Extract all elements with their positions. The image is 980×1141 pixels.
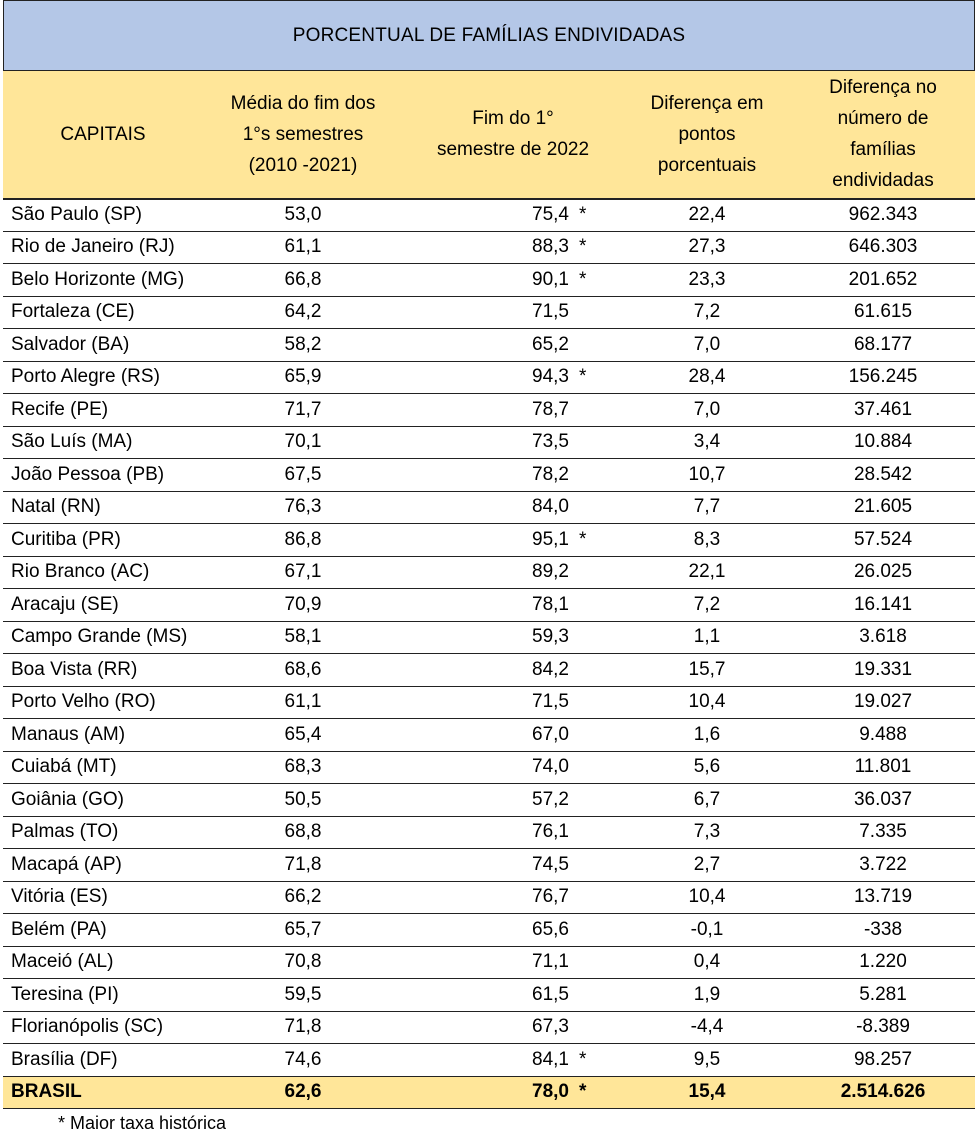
record-marker xyxy=(573,881,623,914)
dif-pp-cell: 10,7 xyxy=(623,459,791,492)
dif-pp-cell: 7,2 xyxy=(623,296,791,329)
table-row xyxy=(3,556,975,589)
dif-num-cell: 19.331 xyxy=(791,654,975,687)
fim-cell: 78,1 xyxy=(403,589,573,622)
table-row xyxy=(3,394,975,427)
fim-cell: 71,5 xyxy=(403,686,573,719)
fim-cell: 76,1 xyxy=(403,816,573,849)
media-cell: 66,2 xyxy=(203,881,403,914)
capital-cell: Natal (RN) xyxy=(3,491,203,524)
media-cell: 68,3 xyxy=(203,751,403,784)
table-row xyxy=(3,426,975,459)
dif-num-cell: 201.652 xyxy=(791,264,975,297)
dif-num-cell: 13.719 xyxy=(791,881,975,914)
fim-cell: 76,7 xyxy=(403,881,573,914)
dif-num-cell: 16.141 xyxy=(791,589,975,622)
capital-cell: Cuiabá (MT) xyxy=(3,751,203,784)
footnote: * Maior taxa histórica xyxy=(58,1113,227,1133)
table-row xyxy=(3,329,975,362)
media-cell: 65,9 xyxy=(203,361,403,394)
dif-num-cell: 2.514.626 xyxy=(791,1076,975,1109)
media-cell: 61,1 xyxy=(203,231,403,264)
header-dif-pp-line: porcentuais xyxy=(657,154,757,176)
table-row xyxy=(3,881,975,914)
fim-cell: 73,5 xyxy=(403,426,573,459)
media-cell: 58,1 xyxy=(203,621,403,654)
dif-num-cell: 11.801 xyxy=(791,751,975,784)
debt-table xyxy=(3,70,975,1109)
header-dif-num-line: endividadas xyxy=(832,170,934,192)
header-fim-line: Fim do 1° xyxy=(472,108,554,130)
media-cell: 67,1 xyxy=(203,556,403,589)
fim-cell: 84,2 xyxy=(403,654,573,687)
record-marker xyxy=(573,491,623,524)
dif-pp-cell: 1,9 xyxy=(623,979,791,1012)
dif-pp-cell: 15,4 xyxy=(623,1076,791,1109)
debt-table-container xyxy=(3,0,975,1134)
table-row xyxy=(3,946,975,979)
record-marker xyxy=(573,1011,623,1044)
table-row xyxy=(3,296,975,329)
table-row xyxy=(3,686,975,719)
table-row xyxy=(3,264,975,297)
header-dif-num-line: número de xyxy=(837,108,929,130)
record-marker xyxy=(573,589,623,622)
dif-pp-cell: 8,3 xyxy=(623,524,791,557)
capital-cell: Macapá (AP) xyxy=(3,849,203,882)
dif-pp-cell: 15,7 xyxy=(623,654,791,687)
record-marker xyxy=(573,979,623,1012)
dif-num-cell: 5.281 xyxy=(791,979,975,1012)
table-row xyxy=(3,654,975,687)
capital-cell: Vitória (ES) xyxy=(3,881,203,914)
table-row xyxy=(3,719,975,752)
record-marker xyxy=(573,394,623,427)
capital-cell: Belo Horizonte (MG) xyxy=(3,264,203,297)
capital-cell: Aracaju (SE) xyxy=(3,589,203,622)
dif-num-cell: 10.884 xyxy=(791,426,975,459)
capital-cell: Recife (PE) xyxy=(3,394,203,427)
media-cell: 67,5 xyxy=(203,459,403,492)
dif-pp-cell: 0,4 xyxy=(623,946,791,979)
table-row xyxy=(3,751,975,784)
media-cell: 68,6 xyxy=(203,654,403,687)
dif-pp-cell: 10,4 xyxy=(623,686,791,719)
dif-num-cell: 1.220 xyxy=(791,946,975,979)
dif-num-cell: 962.343 xyxy=(791,199,975,232)
dif-pp-cell: 10,4 xyxy=(623,881,791,914)
dif-pp-cell: 7,0 xyxy=(623,394,791,427)
media-cell: 70,1 xyxy=(203,426,403,459)
record-marker xyxy=(573,751,623,784)
record-marker xyxy=(573,654,623,687)
media-cell: 76,3 xyxy=(203,491,403,524)
media-cell: 68,8 xyxy=(203,816,403,849)
dif-num-cell: 36.037 xyxy=(791,784,975,817)
record-marker: * xyxy=(573,264,623,297)
header-diferenca-pp xyxy=(623,71,791,199)
record-marker xyxy=(573,816,623,849)
header-fim-line: semestre de 2022 xyxy=(436,139,590,161)
media-cell: 53,0 xyxy=(203,199,403,232)
dif-num-cell: 61.615 xyxy=(791,296,975,329)
total-row xyxy=(3,1076,975,1109)
dif-num-cell: 28.542 xyxy=(791,459,975,492)
record-marker xyxy=(573,556,623,589)
record-marker xyxy=(573,784,623,817)
fim-cell: 65,6 xyxy=(403,914,573,947)
table-row xyxy=(3,524,975,557)
record-marker xyxy=(573,426,623,459)
dif-num-cell: -8.389 xyxy=(791,1011,975,1044)
dif-num-cell: 26.025 xyxy=(791,556,975,589)
table-row xyxy=(3,199,975,232)
table-row xyxy=(3,361,975,394)
fim-cell: 67,3 xyxy=(403,1011,573,1044)
media-cell: 71,8 xyxy=(203,1011,403,1044)
fim-cell: 61,5 xyxy=(403,979,573,1012)
fim-cell: 84,0 xyxy=(403,491,573,524)
dif-pp-cell: 22,4 xyxy=(623,199,791,232)
header-dif-num-line: Diferença no xyxy=(829,77,937,99)
fim-cell: 78,2 xyxy=(403,459,573,492)
capital-cell: Brasília (DF) xyxy=(3,1044,203,1077)
dif-pp-cell: 27,3 xyxy=(623,231,791,264)
dif-pp-cell: 28,4 xyxy=(623,361,791,394)
fim-cell: 65,2 xyxy=(403,329,573,362)
media-cell: 86,8 xyxy=(203,524,403,557)
dif-num-cell: 7.335 xyxy=(791,816,975,849)
dif-num-cell: 21.605 xyxy=(791,491,975,524)
media-cell: 71,8 xyxy=(203,849,403,882)
fim-cell: 71,5 xyxy=(403,296,573,329)
dif-pp-cell: -0,1 xyxy=(623,914,791,947)
capital-cell: Fortaleza (CE) xyxy=(3,296,203,329)
dif-pp-cell: 6,7 xyxy=(623,784,791,817)
dif-pp-cell: 1,6 xyxy=(623,719,791,752)
capital-cell: São Paulo (SP) xyxy=(3,199,203,232)
capital-cell: Porto Velho (RO) xyxy=(3,686,203,719)
media-cell: 74,6 xyxy=(203,1044,403,1077)
record-marker: * xyxy=(573,199,623,232)
dif-num-cell: 57.524 xyxy=(791,524,975,557)
capital-cell: Goiânia (GO) xyxy=(3,784,203,817)
record-marker xyxy=(573,914,623,947)
capital-cell: Salvador (BA) xyxy=(3,329,203,362)
header-row xyxy=(3,71,975,199)
table-row xyxy=(3,491,975,524)
capital-cell: Palmas (TO) xyxy=(3,816,203,849)
capital-cell: João Pessoa (PB) xyxy=(3,459,203,492)
dif-num-cell: 9.488 xyxy=(791,719,975,752)
dif-pp-cell: 23,3 xyxy=(623,264,791,297)
record-marker xyxy=(573,296,623,329)
fim-cell: 78,7 xyxy=(403,394,573,427)
record-marker xyxy=(573,459,623,492)
dif-num-cell: 3.618 xyxy=(791,621,975,654)
header-media-line: (2010 -2021) xyxy=(248,154,358,176)
capital-cell: Rio de Janeiro (RJ) xyxy=(3,231,203,264)
dif-num-cell: 98.257 xyxy=(791,1044,975,1077)
capital-cell: Curitiba (PR) xyxy=(3,524,203,557)
capital-cell: Maceió (AL) xyxy=(3,946,203,979)
table-row xyxy=(3,589,975,622)
table-row xyxy=(3,621,975,654)
table-row xyxy=(3,849,975,882)
table-title: PORCENTUAL DE FAMÍLIAS ENDIVIDADAS xyxy=(3,0,975,70)
media-cell: 65,4 xyxy=(203,719,403,752)
record-marker: * xyxy=(573,524,623,557)
dif-num-cell: 19.027 xyxy=(791,686,975,719)
table-row xyxy=(3,784,975,817)
table-row xyxy=(3,1044,975,1077)
fim-cell: 89,2 xyxy=(403,556,573,589)
media-cell: 70,9 xyxy=(203,589,403,622)
dif-num-cell: 156.245 xyxy=(791,361,975,394)
dif-pp-cell: 5,6 xyxy=(623,751,791,784)
fim-cell: 95,1 xyxy=(403,524,573,557)
dif-pp-cell: 7,3 xyxy=(623,816,791,849)
dif-pp-cell: 7,7 xyxy=(623,491,791,524)
media-cell: 50,5 xyxy=(203,784,403,817)
dif-pp-cell: 3,4 xyxy=(623,426,791,459)
fim-cell: 94,3 xyxy=(403,361,573,394)
capital-cell: São Luís (MA) xyxy=(3,426,203,459)
header-dif-num-line: famílias xyxy=(850,139,916,161)
record-marker xyxy=(573,686,623,719)
header-media-line: Média do fim dos xyxy=(230,92,376,114)
table-body xyxy=(3,199,975,1109)
dif-num-cell: 68.177 xyxy=(791,329,975,362)
capital-cell: Campo Grande (MS) xyxy=(3,621,203,654)
fim-cell: 90,1 xyxy=(403,264,573,297)
table-row xyxy=(3,816,975,849)
capital-cell: Florianópolis (SC) xyxy=(3,1011,203,1044)
dif-num-cell: 3.722 xyxy=(791,849,975,882)
fim-cell: 84,1 xyxy=(403,1044,573,1077)
media-cell: 66,8 xyxy=(203,264,403,297)
capital-cell: Porto Alegre (RS) xyxy=(3,361,203,394)
header-diferenca-num xyxy=(791,71,975,199)
record-marker xyxy=(573,719,623,752)
fim-cell: 78,0 xyxy=(403,1076,573,1109)
table-row xyxy=(3,231,975,264)
media-cell: 61,1 xyxy=(203,686,403,719)
media-cell: 58,2 xyxy=(203,329,403,362)
capital-cell: Boa Vista (RR) xyxy=(3,654,203,687)
media-cell: 62,6 xyxy=(203,1076,403,1109)
table-row xyxy=(3,914,975,947)
media-cell: 70,8 xyxy=(203,946,403,979)
table-row xyxy=(3,1011,975,1044)
record-marker: * xyxy=(573,1044,623,1077)
dif-num-cell: -338 xyxy=(791,914,975,947)
dif-pp-cell: 22,1 xyxy=(623,556,791,589)
fim-cell: 74,5 xyxy=(403,849,573,882)
fim-cell: 71,1 xyxy=(403,946,573,979)
header-dif-pp-line: pontos xyxy=(678,123,736,145)
header-dif-pp-line: Diferença em xyxy=(650,92,764,114)
dif-pp-cell: 7,2 xyxy=(623,589,791,622)
dif-pp-cell: 1,1 xyxy=(623,621,791,654)
fim-cell: 59,3 xyxy=(403,621,573,654)
header-capitais: CAPITAIS xyxy=(3,71,203,199)
capital-cell: Belém (PA) xyxy=(3,914,203,947)
dif-num-cell: 37.461 xyxy=(791,394,975,427)
dif-pp-cell: 9,5 xyxy=(623,1044,791,1077)
table-row xyxy=(3,979,975,1012)
fim-cell: 88,3 xyxy=(403,231,573,264)
record-marker xyxy=(573,849,623,882)
fim-cell: 57,2 xyxy=(403,784,573,817)
record-marker: * xyxy=(573,361,623,394)
dif-num-cell: 646.303 xyxy=(791,231,975,264)
dif-pp-cell: 2,7 xyxy=(623,849,791,882)
media-cell: 59,5 xyxy=(203,979,403,1012)
capital-cell: Rio Branco (AC) xyxy=(3,556,203,589)
record-marker: * xyxy=(573,231,623,264)
record-marker: * xyxy=(573,1076,623,1109)
media-cell: 64,2 xyxy=(203,296,403,329)
fim-cell: 67,0 xyxy=(403,719,573,752)
dif-pp-cell: -4,4 xyxy=(623,1011,791,1044)
fim-cell: 74,0 xyxy=(403,751,573,784)
media-cell: 71,7 xyxy=(203,394,403,427)
header-fim xyxy=(403,71,623,199)
capital-cell: Manaus (AM) xyxy=(3,719,203,752)
dif-pp-cell: 7,0 xyxy=(623,329,791,362)
header-media xyxy=(203,71,403,199)
table-row xyxy=(3,459,975,492)
record-marker xyxy=(573,621,623,654)
capital-cell: Teresina (PI) xyxy=(3,979,203,1012)
record-marker xyxy=(573,329,623,362)
capital-cell: BRASIL xyxy=(3,1076,203,1109)
header-media-line: 1°s semestres xyxy=(242,123,364,145)
fim-cell: 75,4 xyxy=(403,199,573,232)
record-marker xyxy=(573,946,623,979)
media-cell: 65,7 xyxy=(203,914,403,947)
